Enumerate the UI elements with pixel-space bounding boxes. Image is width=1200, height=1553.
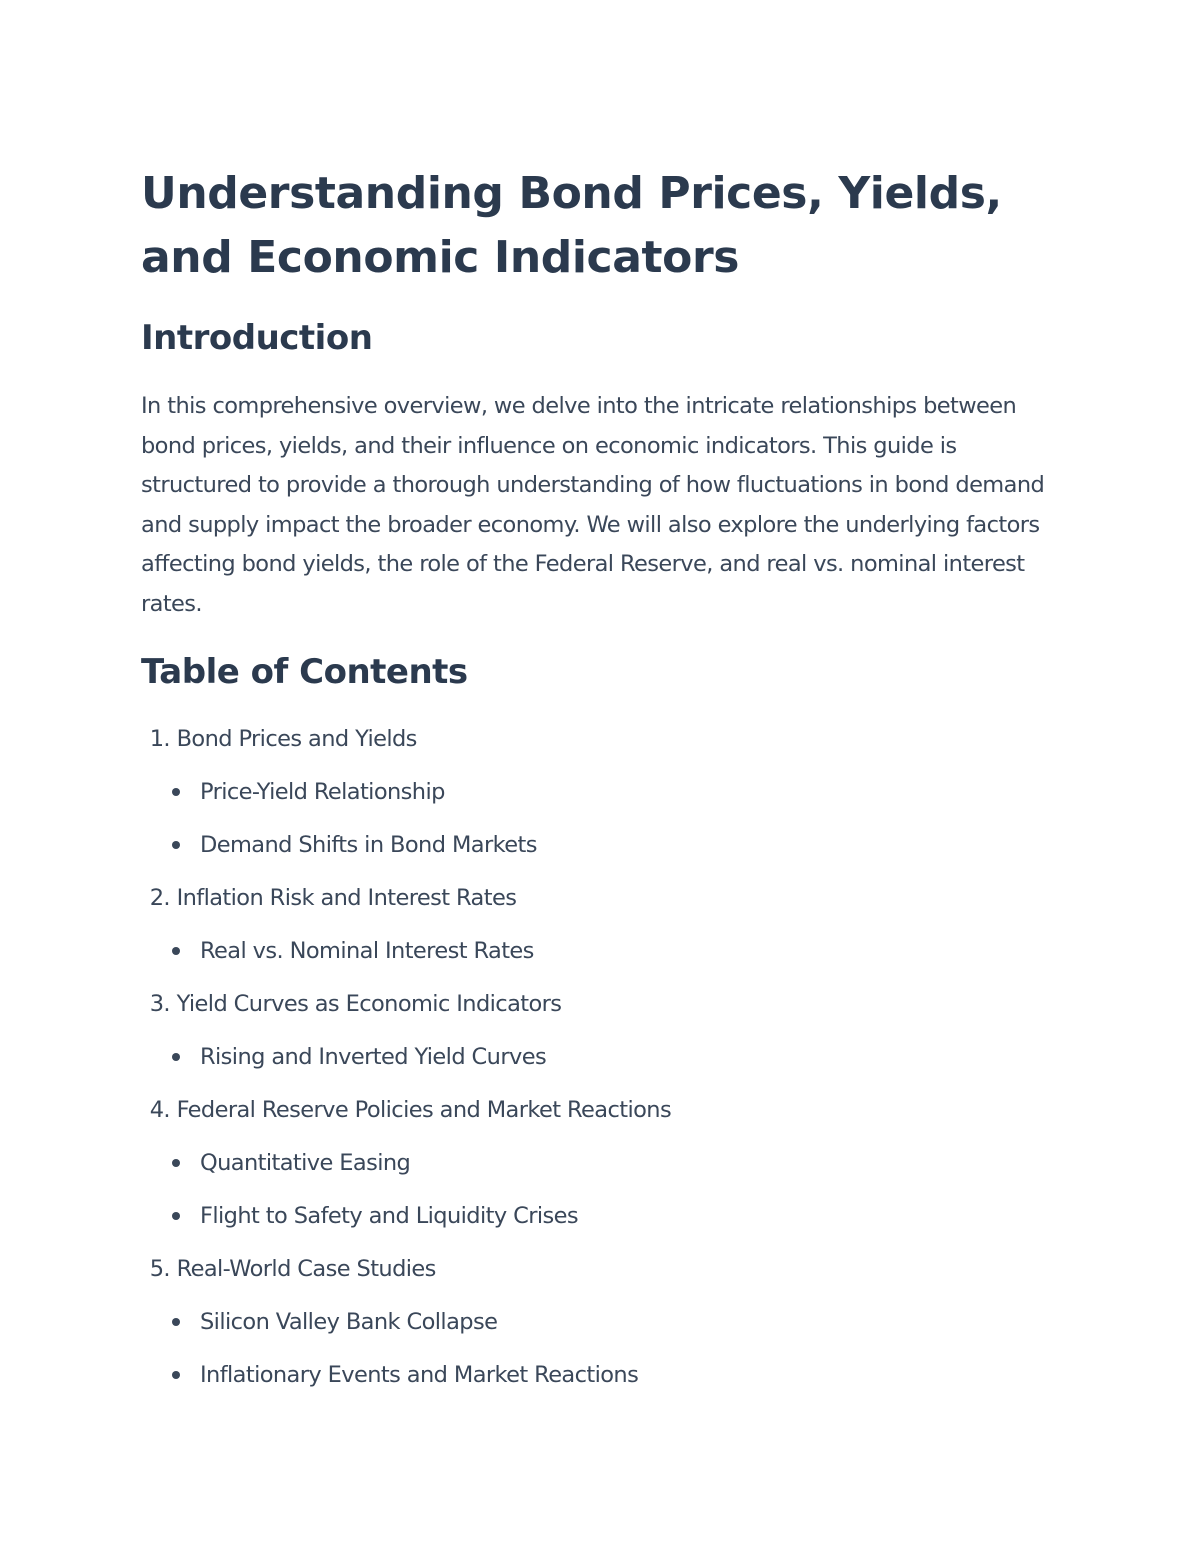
- toc-subitem-label: Demand Shifts in Bond Markets: [200, 832, 537, 858]
- toc-subitem: [141, 1143, 1066, 1196]
- toc-item: [141, 1249, 1066, 1408]
- toc-subitem: [141, 772, 1066, 825]
- toc-subitem: [141, 1355, 1066, 1408]
- toc-item-label: Inflation Risk and Interest Rates: [176, 885, 517, 911]
- toc-subitem: [141, 1037, 1066, 1090]
- toc-item-label: Federal Reserve Policies and Market Reactions: [176, 1097, 672, 1123]
- bullet-icon: [172, 788, 180, 796]
- bullet-icon: [172, 947, 180, 955]
- toc-subitem-label: Inflationary Events and Market Reactions: [200, 1362, 639, 1388]
- toc-item-label: Yield Curves as Economic Indicators: [176, 991, 562, 1017]
- document-title: Understanding Bond Prices, Yields, and Economic Indicators: [141, 168, 1002, 283]
- toc-item-label: Real-World Case Studies: [176, 1256, 436, 1282]
- toc-subitem-label: Price-Yield Relationship: [200, 779, 445, 805]
- bullet-icon: [172, 1053, 180, 1061]
- toc-subitem-label: Real vs. Nominal Interest Rates: [200, 938, 534, 964]
- bullet-icon: [172, 1371, 180, 1379]
- toc-item-number: 5.: [149, 1256, 170, 1282]
- toc-subitem: [141, 1196, 1066, 1249]
- toc-item: [141, 1090, 1066, 1249]
- bullet-icon: [172, 841, 180, 849]
- toc-subitem-label: Silicon Valley Bank Collapse: [200, 1309, 498, 1335]
- toc-item-label: Bond Prices and Yields: [176, 726, 417, 752]
- bullet-icon: [172, 1159, 180, 1167]
- toc-subitem-label: Flight to Safety and Liquidity Crises: [200, 1203, 579, 1229]
- toc-subitem-label: Quantitative Easing: [200, 1150, 411, 1176]
- bullet-icon: [172, 1212, 180, 1220]
- toc-sublist: [141, 1302, 1066, 1408]
- toc-item-number: 3.: [149, 991, 170, 1017]
- toc-sublist: [141, 931, 1066, 984]
- table-of-contents-heading: Table of Contents: [141, 652, 468, 692]
- introduction-heading: Introduction: [141, 318, 373, 358]
- toc-subitem: [141, 825, 1066, 878]
- toc-item: [141, 878, 1066, 984]
- toc-item: [141, 984, 1066, 1090]
- toc-item-number: 1.: [149, 726, 170, 752]
- toc-sublist: [141, 1143, 1066, 1249]
- toc-sublist: [141, 772, 1066, 878]
- toc-subitem: [141, 1302, 1066, 1355]
- toc-sublist: [141, 1037, 1066, 1090]
- toc-subitem-label: Rising and Inverted Yield Curves: [200, 1044, 547, 1070]
- toc-subitem: [141, 931, 1066, 984]
- bullet-icon: [172, 1318, 180, 1326]
- toc-item: [141, 719, 1066, 878]
- introduction-paragraph: In this comprehensive overview, we delve into the intricate relationships between bond prices, yields, and their influence on economic indicators. This guide is structured to provide a thorough understanding of how fluctuations in bond demand and supply impact the broader economy. We will also explore the underlying factors affecting bond yields, the role of the Federal Reserve, and real vs. nominal interest rates.: [141, 393, 1045, 617]
- toc-item-number: 2.: [149, 885, 170, 911]
- table-of-contents-list: [141, 719, 1066, 1408]
- toc-item-number: 4.: [149, 1097, 170, 1123]
